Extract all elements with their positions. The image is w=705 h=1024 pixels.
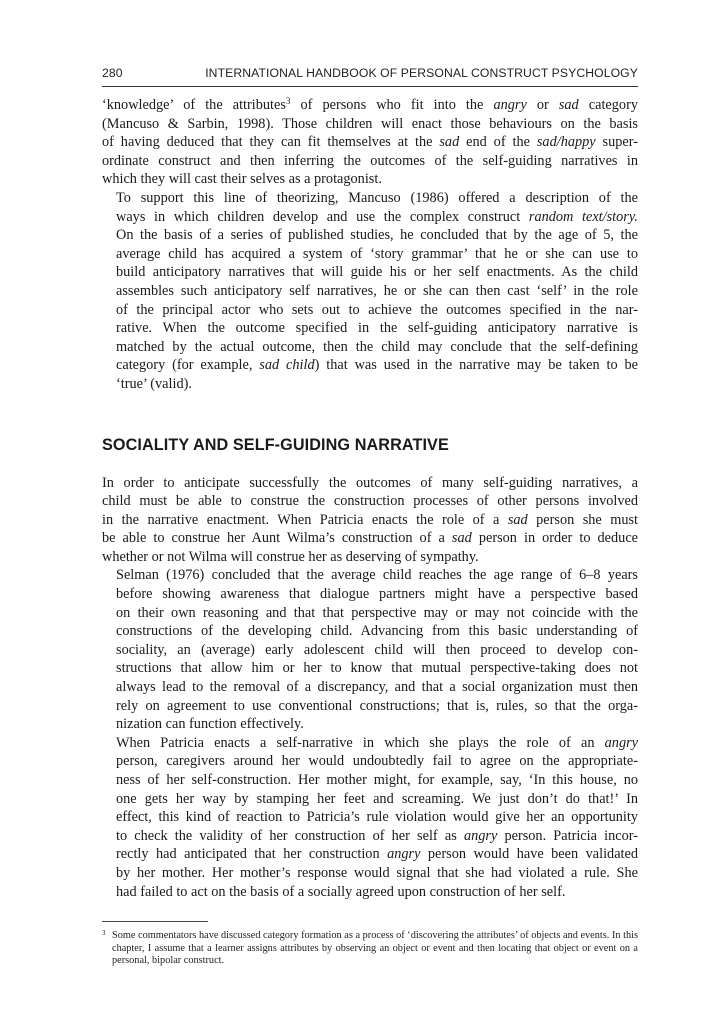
text-line: sociality, an (average) early adolescent child will then proceed to develop con- bbox=[116, 641, 638, 658]
text-line: which they will cast their selves as a protagonist. bbox=[102, 171, 382, 188]
text-line: On the basis of a series of published studies, he concluded that by the age of 5, the bbox=[116, 227, 638, 244]
text-line: be able to construe her Aunt Wilma’s construction of a sad person in order to deduce bbox=[102, 530, 639, 547]
footnote bbox=[102, 930, 638, 968]
footnote-divider bbox=[102, 921, 208, 922]
text-line: one gets her way by stamping her feet and screaming. We just don’t do that!’ In bbox=[116, 790, 638, 807]
section-heading: SOCIALITY AND SELF-GUIDING NARRATIVE bbox=[102, 435, 449, 454]
text-line: (Mancuso & Sarbin, 1998). Those children will enact those behaviours on the basis bbox=[102, 115, 638, 132]
text-line: rely on agreement to use conventional constructions; that is, rules, so that the orga- bbox=[116, 697, 638, 714]
text-line: effect, this kind of reaction to Patricia’s rule violation would give her an opportunity bbox=[116, 809, 638, 826]
text-line: ness of her self-construction. Her mother might, for example, say, ‘In this house, no bbox=[116, 772, 638, 788]
text-line: ordinate construct and then inferring the outcomes of the self-guiding narratives in bbox=[102, 152, 638, 169]
text-line: When Patricia enacts a self-narrative in which she plays the role of an angry bbox=[116, 734, 638, 751]
text-line: category (for example, sad child) that was used in the narrative may be taken to be bbox=[116, 357, 638, 374]
text-line: to check the validity of her construction of her self as angry person. Patricia incor- bbox=[116, 827, 638, 844]
paragraph bbox=[102, 474, 638, 567]
text-line: of having deduced that they can fit themselves at the sad end of the sad/happy super- bbox=[102, 134, 638, 151]
text-line: in the narrative enactment. When Patricia enacts the role of a sad person she must bbox=[102, 511, 638, 528]
body-text-after bbox=[102, 474, 638, 902]
text-line: rative. When the outcome specified in the self-guiding anticipatory narrative is bbox=[116, 320, 638, 337]
text-line: structions that allow him or her to know that mutual perspective-taking does not bbox=[116, 660, 638, 677]
book-title: INTERNATIONAL HANDBOOK OF PERSONAL CONSTRUCT PSYCHOLOGY bbox=[205, 66, 638, 80]
text-line: constructions of the developing child. Advancing from this basic understanding of bbox=[116, 623, 638, 640]
text-line: Selman (1976) concluded that the average child reaches the age range of 6–8 years bbox=[116, 567, 638, 584]
paragraph bbox=[102, 189, 638, 394]
text-line: on their own reasoning and that that perspective may or may not coincide with the bbox=[116, 604, 638, 621]
text-line: To support this line of theorizing, Mancuso (1986) offered a description of the bbox=[116, 189, 638, 206]
text-line: before showing awareness that dialogue partners might have a perspective based bbox=[116, 586, 638, 603]
text-line: nization can function effectively. bbox=[116, 716, 304, 733]
text-line: rectly had anticipated that her construction angry person would have been validated bbox=[116, 846, 639, 863]
footnote-text: Some commentators have discussed category formation as a process of ‘discovering the attributes’ of objects and events. In this chapter, I assume that a learner assigns attributes by observing an object or event and then locating that object or event on a personal, bipolar construct. bbox=[112, 930, 638, 967]
footnote-marker: 3 bbox=[102, 929, 106, 938]
running-head bbox=[102, 66, 638, 87]
text-line: person, caregivers around her would undoubtedly fail to agree on the appropriate- bbox=[116, 753, 638, 770]
text-line: ways in which children develop and use the complex construct random text/story. bbox=[116, 208, 638, 225]
text-line: whether or not Wilma will construe her as deserving of sympathy. bbox=[102, 548, 479, 565]
text-line: of the principal actor who sets out to achieve the outcomes specified in the nar- bbox=[116, 301, 638, 318]
paragraph bbox=[102, 734, 638, 901]
text-line: average child has acquired a system of ‘story grammar’ that he or she can use to bbox=[116, 245, 638, 262]
text-line: assembles such anticipatory self narratives, he or she can then cast ‘self’ in the role bbox=[116, 282, 638, 299]
text-line: build anticipatory narratives that will guide his or her self enactments. As the child bbox=[116, 264, 638, 281]
text-line: matched by the actual outcome, then the child may conclude that the self-defining bbox=[116, 338, 638, 355]
paragraph bbox=[102, 96, 638, 189]
text-line: child must be able to construe the construction processes of other persons involved bbox=[102, 493, 638, 510]
text-line: by her mother. Her mother’s response would signal that she had violated a rule. She bbox=[116, 864, 638, 881]
text-line: In order to anticipate successfully the outcomes of many self-guiding narratives, a bbox=[102, 474, 638, 491]
paragraph bbox=[102, 566, 638, 733]
text-line: had failed to act on the basis of a socially agreed upon construction of her self. bbox=[116, 883, 566, 900]
body-text-before bbox=[102, 96, 638, 394]
page-number: 280 bbox=[102, 66, 123, 80]
text-line: always lead to the removal of a discrepancy, and that a social organization must then bbox=[116, 679, 638, 696]
text-line: ‘knowledge’ of the attributes$^3$ of persons who fit into the angry or sad category bbox=[102, 96, 638, 113]
text-line: ‘true’ (valid). bbox=[116, 375, 192, 392]
document-page bbox=[102, 66, 638, 968]
footnote-reference: 3 bbox=[285, 96, 291, 106]
